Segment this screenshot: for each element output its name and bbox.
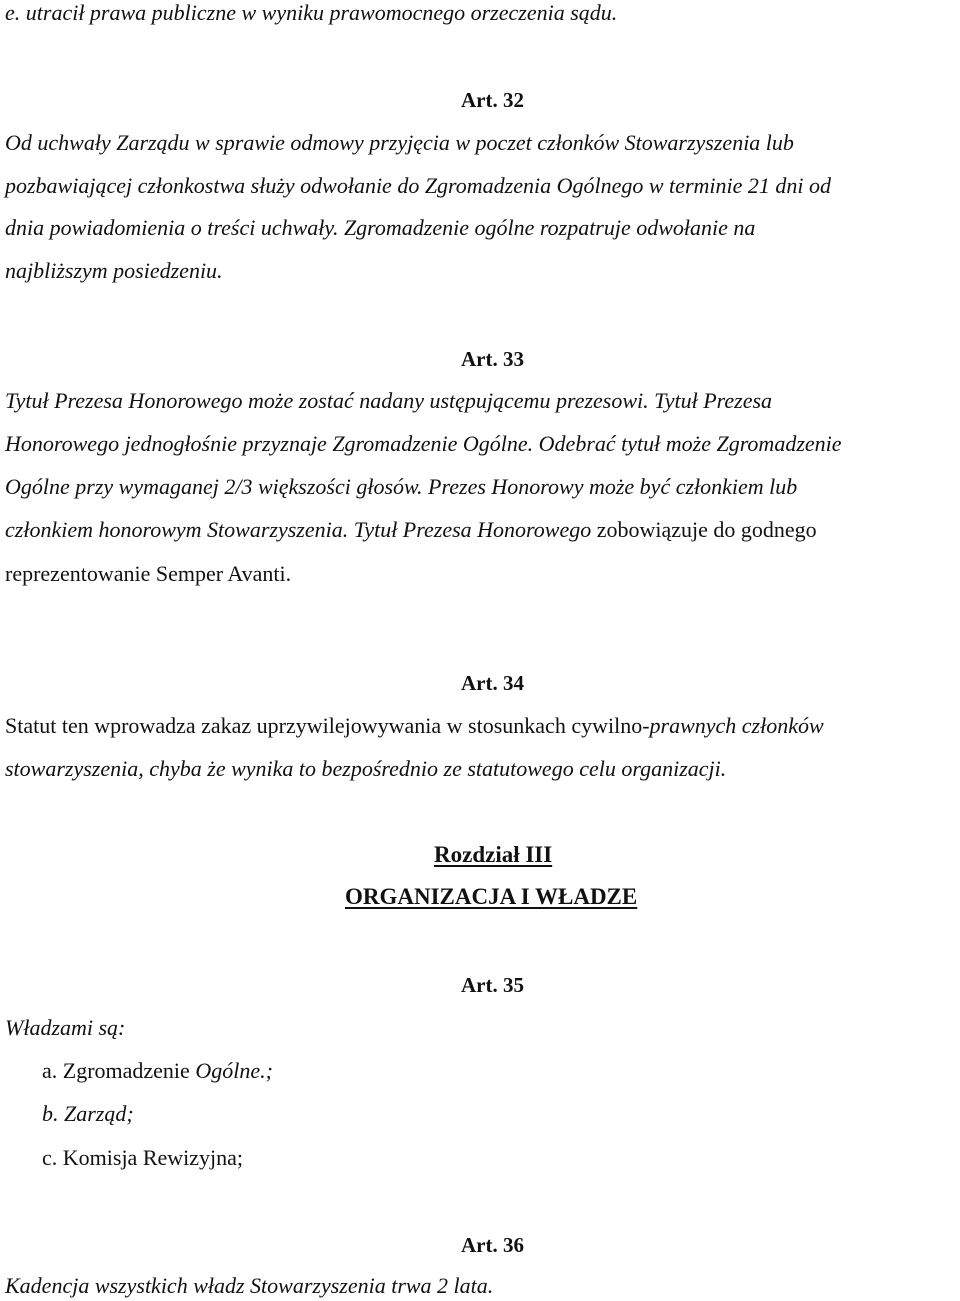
article-35-item-b: b. Zarząd; bbox=[42, 1101, 134, 1126]
article-35-item-a-suffix: Ogólne.; bbox=[195, 1058, 273, 1083]
article-32-line-3: dnia powiadomienia o treści uchwały. Zgromadzenie ogólne rozpatruje odwołanie na bbox=[5, 215, 756, 240]
chapter-title: Rozdział III bbox=[434, 842, 553, 867]
article-35-heading: Art. 35 bbox=[461, 973, 524, 997]
article-33-line-4-part-a: członkiem honorowym Stowarzyszenia. Tytuł Prezesa Honorowego bbox=[5, 517, 597, 542]
article-33-line-4-part-b: zobowiązuje do godnego bbox=[596, 517, 817, 542]
list-item-e: e. utracił prawa publiczne w wyniku prawomocnego orzeczenia sądu. bbox=[5, 0, 618, 25]
article-33-line-4 bbox=[5, 517, 817, 543]
article-34-heading: Art. 34 bbox=[461, 671, 524, 695]
article-32-heading: Art. 32 bbox=[461, 88, 524, 112]
article-34-line-1-part-a: Statut ten wprowadza zakaz uprzywilejowywania w stosunkach cywilno- bbox=[5, 713, 650, 738]
article-34-line-1-part-b: prawnych członków bbox=[649, 713, 824, 738]
article-33-line-2: Honorowego jednogłośnie przyznaje Zgromadzenie Ogólne. Odebrać tytuł może Zgromadzenie bbox=[5, 431, 842, 456]
article-33-line-3: Ogólne przy wymaganej 2/3 większości głosów. Prezes Honorowy może być członkiem lub bbox=[5, 474, 798, 499]
article-36-heading: Art. 36 bbox=[461, 1233, 524, 1257]
article-32-line-2: pozbawiającej członkostwa służy odwołanie do Zgromadzenia Ogólnego w terminie 21 dni od bbox=[5, 173, 831, 198]
article-33-heading: Art. 33 bbox=[461, 347, 524, 371]
article-33-line-5: reprezentowanie Semper Avanti. bbox=[5, 561, 292, 586]
article-34-line-1 bbox=[5, 713, 824, 739]
article-34-line-2: stowarzyszenia, chyba że wynika to bezpośrednio ze statutowego celu organizacji. bbox=[5, 756, 727, 781]
article-35-item-a bbox=[42, 1058, 273, 1084]
article-33-line-1: Tytuł Prezesa Honorowego może zostać nadany ustępującemu prezesowi. Tytuł Prezesa bbox=[5, 388, 773, 413]
article-32-line-4: najbliższym posiedzeniu. bbox=[5, 258, 223, 283]
article-35-intro: Władzami są: bbox=[5, 1015, 126, 1040]
chapter-subtitle: ORGANIZACJA I WŁADZE bbox=[345, 884, 638, 909]
article-36-text: Kadencja wszystkich władz Stowarzyszenia trwa 2 lata. bbox=[5, 1273, 494, 1298]
article-35-item-a-prefix: a. Zgromadzenie bbox=[42, 1058, 196, 1083]
article-32-line-1: Od uchwały Zarządu w sprawie odmowy przyjęcia w poczet członków Stowarzyszenia lub bbox=[5, 130, 794, 155]
article-35-item-c: c. Komisja Rewizyjna; bbox=[42, 1145, 244, 1170]
